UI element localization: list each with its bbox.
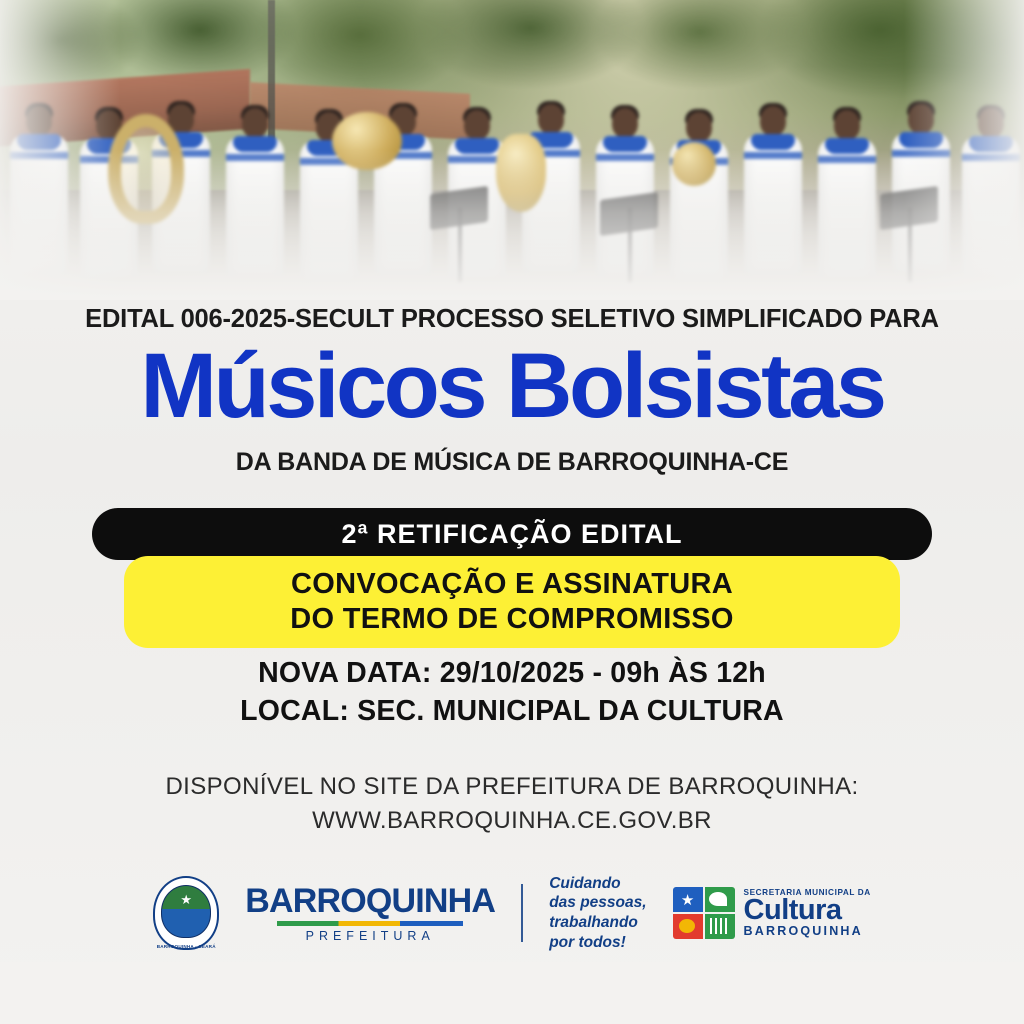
culture-mark-blue-tile <box>673 887 703 912</box>
footer-logos <box>0 868 1024 958</box>
coat-of-arms-icon <box>153 876 219 950</box>
location-line: LOCAL: SEC. MUNICIPAL DA CULTURA <box>240 694 784 727</box>
page-subtitle: DA BANDA DE MÚSICA DE BARROQUINHA-CE <box>235 448 789 476</box>
availability-text: DISPONÍVEL NO SITE DA PREFEITURA DE BARROQUINHA: <box>165 773 859 800</box>
culture-city-label: BARROQUINHA <box>743 924 863 939</box>
prefecture-slogan <box>549 874 646 952</box>
retification-label: 2ª RETIFICAÇÃO EDITAL <box>341 518 683 549</box>
edital-kicker: EDITAL 006-2025-SECULT PROCESSO SELETIVO SIMPLIFICADO PARA <box>85 305 939 333</box>
page-title: Músicos Bolsistas <box>140 335 884 437</box>
poster-bottom-margin <box>0 962 1024 1024</box>
culture-mark-pattern-tile <box>705 914 735 939</box>
star-icon: ★ <box>180 892 193 907</box>
culture-mark-green-tile <box>705 887 735 912</box>
culture-secretariat-logo <box>673 887 871 939</box>
convocation-line-2: DO TERMO DE COMPROMISSO <box>290 603 734 635</box>
culture-wordmark <box>744 888 871 939</box>
culture-title: Cultura <box>743 893 842 926</box>
slogan-line-3: trabalhando <box>549 914 638 931</box>
prefecture-colorbar <box>277 921 463 926</box>
footer-divider <box>521 884 523 942</box>
slogan-line-4: por todos! <box>549 933 626 951</box>
convocation-line-1: CONVOCAÇÃO E ASSINATURA <box>291 568 733 600</box>
slogan-line-2: das pessoas, <box>549 894 647 912</box>
website-url[interactable]: WWW.BARROQUINHA.CE.GOV.BR <box>312 806 712 834</box>
availability-block <box>0 770 1024 837</box>
retification-banner <box>92 508 932 560</box>
schedule-block <box>0 655 1024 730</box>
prefecture-name: BARROQUINHA <box>245 881 496 920</box>
slogan-line-1: Cuidando <box>549 874 621 892</box>
culture-mark-icon <box>673 887 735 939</box>
culture-mark-red-tile <box>673 914 703 939</box>
prefecture-logo <box>245 881 496 943</box>
coat-of-arms-caption: BARROQUINHA - CEARÁ <box>156 944 216 949</box>
new-date-line: NOVA DATA: 29/10/2025 - 09h ÀS 12h <box>258 657 766 689</box>
prefecture-subtitle: PREFEITURA <box>305 928 435 943</box>
convocation-banner <box>124 556 900 648</box>
culture-secretary-label: SECRETARIA MUNICIPAL DA <box>743 887 871 897</box>
